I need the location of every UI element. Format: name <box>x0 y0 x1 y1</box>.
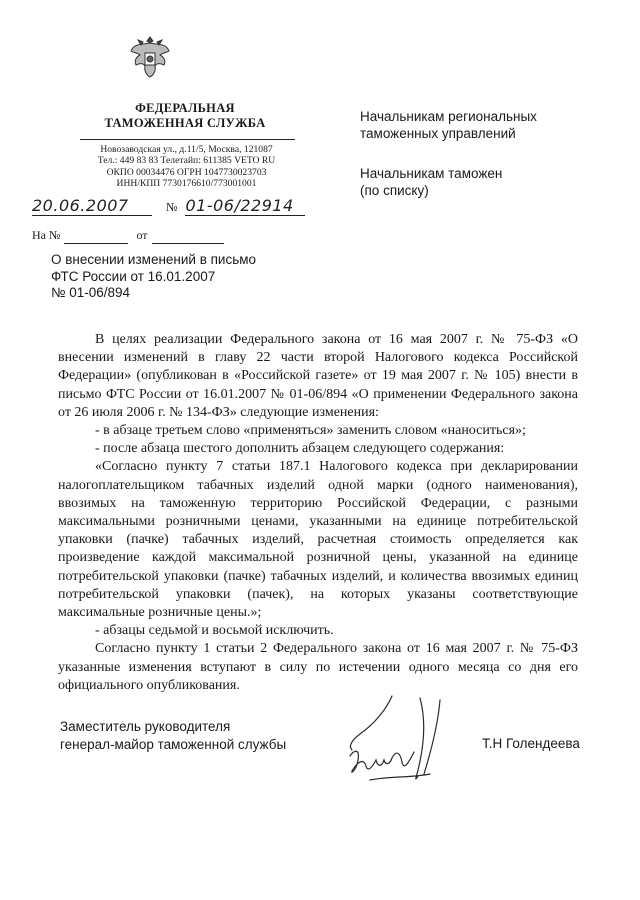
org-inn: ИНН/КПП 7730176610/773001001 <box>116 178 257 190</box>
body-paragraph-2: - в абзаце третьем слово «применяться» заменить словом «наноситься»; <box>95 423 526 439</box>
org-divider <box>80 139 295 140</box>
coat-of-arms-icon <box>128 33 172 81</box>
ref-from-label: от <box>136 228 148 242</box>
signer-title <box>60 718 320 754</box>
org-phones: Тел.: 449 83 83 Телетайп: 611385 VETO RU <box>97 155 276 167</box>
org-name-line2: ТАМОЖЕННАЯ СЛУЖБА <box>104 116 266 130</box>
subject-line3: № 01-06/894 <box>51 285 131 300</box>
org-name-line1: ФЕДЕРАЛЬНАЯ <box>135 101 235 115</box>
signer-name: Т.Н Голендеева <box>482 736 580 751</box>
organization-details <box>64 144 309 190</box>
body-paragraph-1: В целях реализации Федерального закона от 16 мая 2007 г. № 75-ФЗ «О внесении изменений в главу 22 части второй Налогового кодекса Российской Федерации» (опубликован в «Российской газете» от 19 мая 2007 г. № 105) внести в письмо ФТС России от 16.01.2007 № 01-06/894 «О применении Федерального закона от 26 июля 2006 г. № 134-ФЗ» следующие изменения: <box>58 332 578 420</box>
addressee-line1: Начальникам региональных <box>360 109 537 124</box>
addressee-block <box>360 108 620 199</box>
organization-name <box>70 101 300 131</box>
subject-block <box>51 252 311 302</box>
addressee-line4: (по списку) <box>360 183 429 198</box>
ref-number-label: На № <box>32 228 61 242</box>
signer-title-line1: Заместитель руководителя <box>60 719 231 734</box>
addressee-line3: Начальникам таможен <box>360 166 503 181</box>
date-handwritten: 20.06.2007 <box>32 196 152 216</box>
body-paragraph-6: Согласно пункту 1 статьи 2 Федерального закона от 16 мая 2007 г. № 75-ФЗ указанные изменения вступают в силу по истечении одного месяца со дня его официального опубликования. <box>58 641 578 693</box>
outgoing-number-row <box>32 196 312 220</box>
letter-body <box>58 331 578 695</box>
addressee-line2: таможенных управлений <box>360 126 516 141</box>
subject-line1: О внесении изменений в письмо <box>51 252 257 267</box>
body-paragraph-5: - абзацы седьмой и восьмой исключить. <box>95 623 334 639</box>
body-paragraph-3: - после абзаца шестого дополнить абзацем следующего содержания: <box>95 441 505 457</box>
number-label: № <box>166 200 178 214</box>
body-paragraph-4: «Согласно пункту 7 статьи 187.1 Налогового кодекса при декларировании налогоплательщиком табачных изделий одной марки (одного наименования), ввозимых на таможенную территорию Российской Федерации, с разными максимальными розничными ценами, указанными на единице потребительской упаковки (пачке) табачных изделий, расчетная стоимость определяется как произведение каждой максимальной розничной цены, указанной на единице потребительской упаковки (пачке) табачных изделий, и количества ввозимых единиц потребительской упаковки (пачек), на которых указаны соответствующие максимальные розничные цены.»; <box>58 459 578 621</box>
handwritten-signature-icon <box>330 690 470 790</box>
org-okpo: ОКПО 00034476 ОГРН 1047730023703 <box>106 166 267 178</box>
org-address: Новозаводская ул., д.11/5, Москва, 121087 <box>100 144 273 155</box>
subject-line2: ФТС России от 16.01.2007 <box>51 268 216 284</box>
signer-title-line2: генерал-майор таможенной службы <box>60 737 287 752</box>
number-handwritten: 01-06/22914 <box>185 196 305 216</box>
ref-number-blank <box>64 228 128 244</box>
ref-date-blank <box>152 228 224 244</box>
reference-row <box>32 228 312 244</box>
